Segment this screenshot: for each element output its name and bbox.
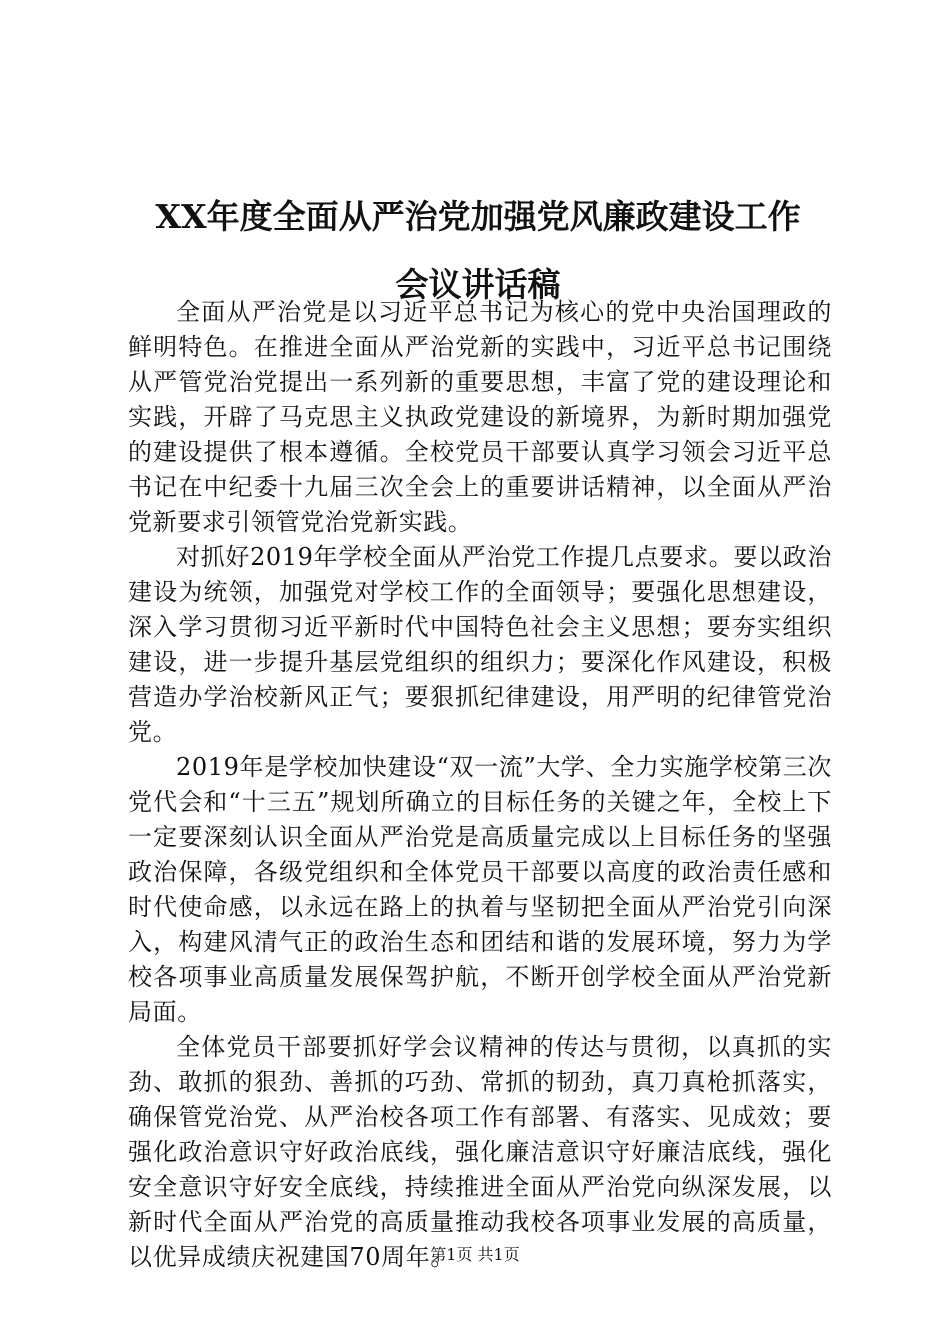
- paragraph-2: 对抓好2019年学校全面从严治党工作提几点要求。要以政治建设为统领，加强党对学校工作的全面领导；要强化思想建设，深入学习贯彻习近平新时代中国特色社会主义思想；要夯实组织建设，进一步提升基层党组织的组织力；要深化作风建设，积极营造办学治校新风正气；要狠抓纪律建设，用严明的纪律管党治党。: [128, 543, 832, 746]
- document-body: [128, 295, 832, 1275]
- title-line-2: 会议讲话稿: [395, 265, 561, 304]
- paragraph-1: 全面从严治党是以习近平总书记为核心的党中央治国理政的鲜明特色。在推进全面从严治党新的实践中，习近平总书记围绕从严管党治党提出一系列新的重要思想，丰富了党的建设理论和实践，开辟了马克思主义执政党建设的新境界，为新时期加强党的建设提供了根本遵循。全校党员干部要认真学习领会习近平总书记在中纪委十九届三次全会上的重要讲话精神，以全面从严治党新要求引领管党治党新实践。: [128, 298, 832, 536]
- paragraph-3: 2019年是学校加快建设“双一流”大学、全力实施学校第三次党代会和“十三五”规划所确立的目标任务的关键之年，全校上下一定要深刻认识全面从严治党是高质量完成以上目标任务的坚强政治保障，各级党组织和全体党员干部要以高度的政治责任感和时代使命感，以永远在路上的执着与坚韧把全面从严治党引向深入，构建风清气正的政治生态和团结和谐的发展环境，努力为学校各项事业高质量发展保驾护航，不断开创学校全面从严治党新局面。: [128, 753, 832, 1026]
- page-number: 第1页 共1页: [430, 1245, 520, 1264]
- title-line-1: XX年度全面从严治党加强党风廉政建设工作: [155, 197, 801, 236]
- paragraph-4: 全体党员干部要抓好学会议精神的传达与贯彻，以真抓的实劲、敢抓的狠劲、善抓的巧劲、常抓的韧劲，真刀真枪抓落实，确保管党治党、从严治校各项工作有部署、有落实、见成效；要强化政治意识守好政治底线，强化廉洁意识守好廉洁底线，强化安全意识守好安全底线，持续推进全面从严治党向纵深发展，以新时代全面从严治党的高质量推动我校各项事业发展的高质量，以优异成绩庆祝建国70周年。: [128, 1033, 832, 1271]
- page-footer: [0, 1245, 950, 1265]
